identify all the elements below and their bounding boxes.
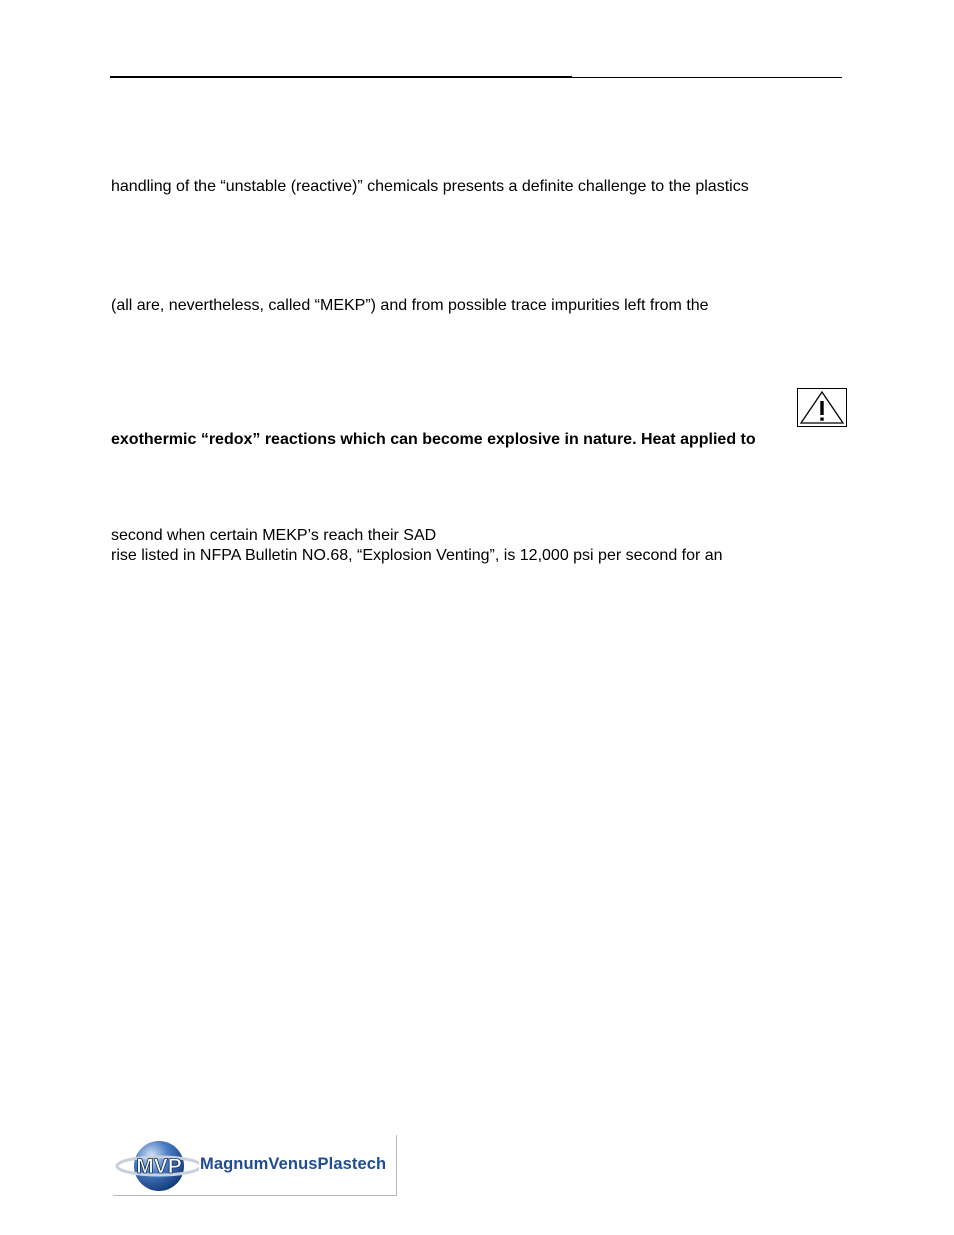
svg-text:MVP: MVP: [136, 1155, 182, 1178]
company-logo: [113, 1135, 397, 1196]
logo-company-name: MagnumVenusPlastech: [200, 1155, 387, 1173]
warning-box: [797, 388, 847, 427]
body-line-4: second when certain MEKP’s reach their SAD: [111, 527, 437, 544]
body-line-2: (all are, nevertheless, called “MEKP”) and from possible trace impurities left from the: [111, 297, 709, 314]
body-line-1: handling of the “unstable (reactive)” chemicals presents a definite challenge to the plastics: [111, 178, 749, 195]
header-rule-right: [572, 77, 842, 78]
body-line-5: rise listed in NFPA Bulletin NO.68, “Explosion Venting”, is 12,000 psi per second for an: [111, 547, 723, 564]
header-rule-left: [110, 76, 572, 78]
warning-triangle-icon: [798, 389, 846, 426]
body-line-3-bold: exothermic “redox” reactions which can become explosive in nature. Heat applied to: [111, 431, 756, 448]
globe-logo-icon: [115, 1139, 199, 1193]
